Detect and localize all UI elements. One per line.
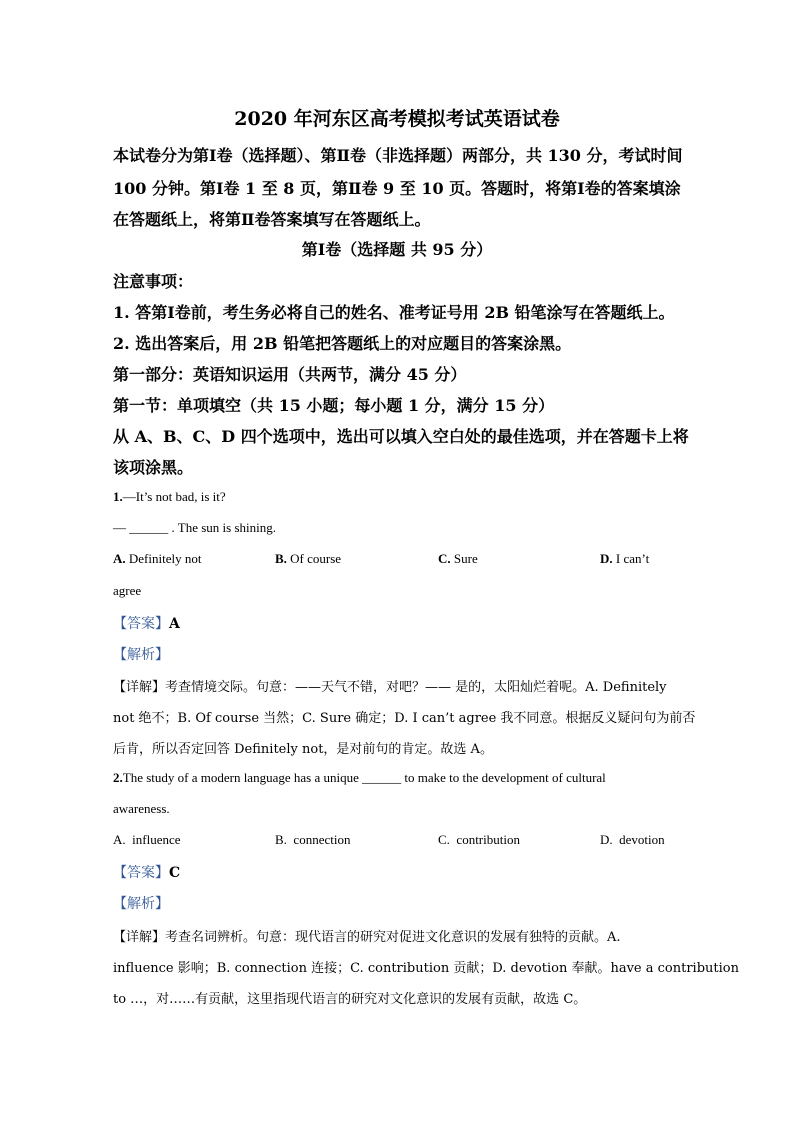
- note-1: 1. 答第Ⅰ卷前，考生务必将自己的姓名、准考证号用 2B 铅笔涂写在答题纸上。: [113, 303, 675, 322]
- question-2-answer: [113, 862, 180, 882]
- question-1-answer: [113, 613, 180, 633]
- question-2-detail-line-2: influence 影响；B. connection 连接；C. contribution 贡献；D. devotion 奉献。have a contribution: [113, 961, 739, 976]
- option-letter: D.: [600, 551, 613, 566]
- question-2-option-b[interactable]: [275, 832, 350, 848]
- option-text: Of course: [290, 551, 342, 566]
- question-1-number: 1.: [113, 489, 123, 504]
- section-title: 第Ⅰ卷（选择题 共 95 分）: [301, 240, 493, 259]
- question-1-stem: —It’s not bad, is it?: [122, 489, 226, 504]
- question-1-detail-line-1: 【详解】考查情境交际。句意：——天气不错，对吧？—— 是的，太阳灿烂着呢。A. Definitely: [113, 680, 667, 695]
- answer-label: 【答案】: [113, 865, 169, 881]
- note-2: 2. 选出答案后，用 2B 铅笔把答题纸上的对应题目的答案涂黑。: [113, 334, 572, 353]
- question-1-option-c[interactable]: [438, 551, 478, 567]
- question-2-option-d[interactable]: [600, 832, 665, 848]
- option-letter: C.: [438, 551, 451, 566]
- question-2-detail-line-1: 【详解】考查名词辨析。句意：现代语言的研究对促进文化意识的发展有独特的贡献。A.: [113, 930, 621, 945]
- question-2-stem-line-2: awareness.: [113, 801, 170, 816]
- option-letter: A.: [113, 832, 126, 847]
- question-2-option-a[interactable]: [113, 832, 181, 848]
- subsection-heading: 第一节：单项填空（共 15 小题；每小题 1 分，满分 15 分）: [113, 396, 555, 415]
- option-letter: B.: [275, 551, 287, 566]
- intro-line-3: 在答题纸上，将第Ⅱ卷答案填写在答题纸上。: [113, 210, 431, 229]
- question-2-analysis-label: 【解析】: [113, 896, 169, 912]
- question-1-option-a[interactable]: [113, 551, 201, 567]
- question-1-detail-line-2: not 绝不；B. Of course 当然；C. Sure 确定；D. I can’t agree 我不同意。根据反义疑问句为前否: [113, 711, 696, 726]
- option-text: I can’t: [615, 551, 650, 566]
- option-text: Definitely not: [128, 551, 202, 566]
- notes-heading: 注意事项：: [113, 272, 194, 291]
- option-text: contribution: [456, 832, 520, 847]
- question-1-option-b[interactable]: [275, 551, 341, 567]
- instruction-line-1: 从 A、B、C、D 四个选项中，选出可以填入空白处的最佳选项，并在答题卡上将: [113, 427, 689, 446]
- question-1-option-d[interactable]: [600, 551, 649, 567]
- question-2-number: 2.: [113, 770, 123, 785]
- option-text: Sure: [453, 551, 478, 566]
- question-1-stem-line-2: — ______ . The sun is shining.: [113, 520, 276, 535]
- answer-label: 【答案】: [113, 616, 169, 632]
- option-text: influence: [132, 832, 181, 847]
- part-heading: 第一部分：英语知识运用（共两节，满分 45 分）: [113, 365, 467, 384]
- option-letter: D.: [600, 832, 613, 847]
- page-title: 2020 年河东区高考模拟考试英语试卷: [234, 108, 560, 130]
- question-2-option-c[interactable]: [438, 832, 520, 848]
- option-letter: B.: [275, 832, 287, 847]
- intro-line-2: 100 分钟。第Ⅰ卷 1 至 8 页，第Ⅱ卷 9 至 10 页。答题时，将第Ⅰ卷的答案填涂: [113, 179, 681, 198]
- option-letter: C.: [438, 832, 450, 847]
- option-text: devotion: [619, 832, 665, 847]
- question-2-stem: The study of a modern language has a unique ______ to make to the development of cultural: [122, 770, 606, 785]
- question-2-detail-line-3: to …，对……有贡献，这里指现代语言的研究对文化意识的发展有贡献，故选 C。: [113, 992, 587, 1007]
- question-2-stem-line-1: [113, 770, 606, 786]
- answer-value: C: [169, 865, 181, 881]
- question-1-stem-line-1: [113, 489, 226, 505]
- question-1-analysis-label: 【解析】: [113, 647, 169, 663]
- option-letter: A.: [113, 551, 126, 566]
- question-1-detail-line-3: 后肯，所以否定回答 Definitely not，是对前句的肯定。故选 A。: [113, 742, 493, 757]
- question-1-option-wrap: agree: [113, 583, 142, 598]
- answer-value: A: [169, 616, 180, 632]
- intro-line-1: 本试卷分为第Ⅰ卷（选择题）、第Ⅱ卷（非选择题）两部分，共 130 分，考试时间: [113, 146, 683, 165]
- option-text: connection: [293, 832, 351, 847]
- instruction-line-2: 该项涂黑。: [113, 458, 194, 477]
